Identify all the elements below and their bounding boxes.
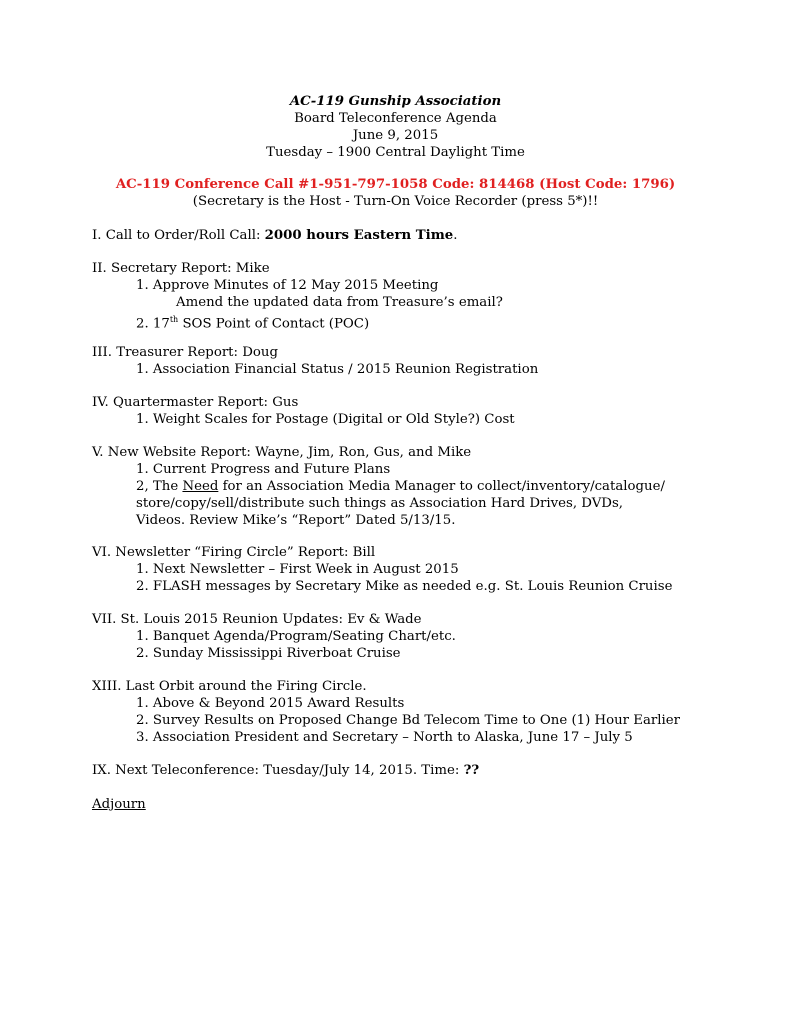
adjourn: Adjourn xyxy=(92,797,146,812)
newsletter-item-1: 1. Next Newsletter – First Week in August 2015 xyxy=(136,562,459,577)
reunion-item-1: 1. Banquet Agenda/Program/Seating Chart/etc. xyxy=(136,629,456,644)
website-item-2-number: 2, The xyxy=(136,479,183,494)
next-teleconference-text: IX. Next Teleconference: Tuesday/July 14, 2015. Time: xyxy=(92,763,464,778)
secretary-item-2 xyxy=(136,311,369,332)
section-secretary-heading: II. Secretary Report: Mike xyxy=(92,261,270,276)
secretary-item-2-number: 2. 17 xyxy=(136,316,170,332)
website-item-2-line-2: store/copy/sell/distribute such things as Association Hard Drives, DVDs, xyxy=(136,496,624,511)
secretary-item-1-sub: Amend the updated data from Treasure’s email? xyxy=(176,295,503,310)
section-treasurer-heading: III. Treasurer Report: Doug xyxy=(92,345,278,360)
host-note: (Secretary is the Host - Turn-On Voice Recorder (press 5*)!! xyxy=(192,194,599,209)
section-call-to-order xyxy=(92,227,457,244)
conference-call-line: AC-119 Conference Call #1-951-797-1058 Code: 814468 (Host Code: 1796) xyxy=(115,177,676,192)
newsletter-item-2: 2. FLASH messages by Secretary Mike as needed e.g. St. Louis Reunion Cruise xyxy=(136,579,673,594)
call-to-order-text: I. Call to Order/Roll Call: xyxy=(92,228,265,243)
section-quartermaster-heading: IV. Quartermaster Report: Gus xyxy=(92,395,299,410)
website-item-2-line-3: Videos. Review Mike’s “Report” Dated 5/13/15. xyxy=(136,513,456,528)
last-orbit-item-1: 1. Above & Beyond 2015 Award Results xyxy=(136,696,405,711)
reunion-item-2: 2. Sunday Mississippi Riverboat Cruise xyxy=(136,646,401,661)
call-to-order-period: . xyxy=(453,228,458,243)
treasurer-item-1: 1. Association Financial Status / 2015 Reunion Registration xyxy=(136,362,539,377)
last-orbit-item-3: 3. Association President and Secretary – North to Alaska, June 17 – July 5 xyxy=(136,730,633,745)
agenda-subtitle: Board Teleconference Agenda xyxy=(294,111,497,126)
org-title: AC-119 Gunship Association xyxy=(289,94,502,109)
meeting-time: Tuesday – 1900 Central Daylight Time xyxy=(266,145,525,160)
secretary-item-2-text: SOS Point of Contact (POC) xyxy=(178,316,370,332)
section-website-heading: V. New Website Report: Wayne, Jim, Ron, Gus, and Mike xyxy=(92,445,472,460)
need-underlined: Need xyxy=(182,479,219,494)
meeting-date: June 9, 2015 xyxy=(352,128,439,143)
website-item-2-text: for an Association Media Manager to collect/inventory/catalogue/ xyxy=(218,479,665,494)
section-last-orbit-heading: XIII. Last Orbit around the Firing Circle. xyxy=(92,679,367,694)
section-reunion-heading: VII. St. Louis 2015 Reunion Updates: Ev & Wade xyxy=(92,612,422,627)
next-teleconference-time: ?? xyxy=(463,763,480,778)
website-item-2 xyxy=(136,478,665,495)
last-orbit-item-2: 2. Survey Results on Proposed Change Bd Telecom Time to One (1) Hour Earlier xyxy=(136,713,680,728)
secretary-item-1: 1. Approve Minutes of 12 May 2015 Meeting xyxy=(136,278,439,293)
call-to-order-time: 2000 hours Eastern Time xyxy=(264,228,454,243)
quartermaster-item-1: 1. Weight Scales for Postage (Digital or Old Style?) Cost xyxy=(136,412,515,427)
section-next-teleconference xyxy=(92,762,479,779)
section-newsletter-heading: VI. Newsletter “Firing Circle” Report: Bill xyxy=(92,545,376,560)
ordinal-suffix: th xyxy=(169,315,179,324)
website-item-1: 1. Current Progress and Future Plans xyxy=(136,462,391,477)
